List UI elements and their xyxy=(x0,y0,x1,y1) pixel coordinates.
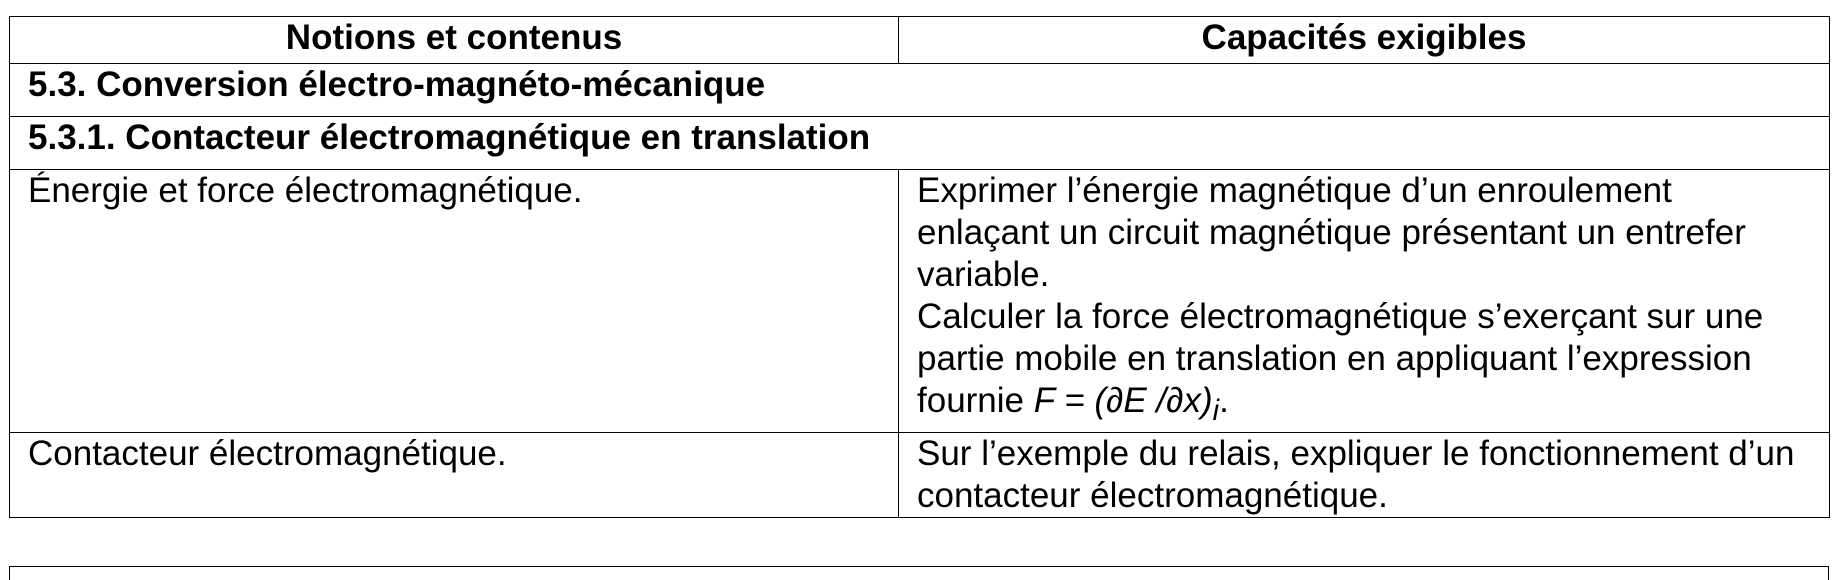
notion-cell: Contacteur électromagnétique. xyxy=(10,433,899,518)
header-capacites: Capacités exigibles xyxy=(899,17,1830,64)
capacite-text: Calculer la force électromagnétique s’exerçant sur une partie mobile en translation en appliquant l’expression fournie xyxy=(917,297,1764,420)
formula-subscript: i xyxy=(1212,395,1220,427)
section-title-5-3-1: 5.3.1. Contacteur électromagnétique en translation xyxy=(10,117,1830,170)
formula-end: . xyxy=(1219,381,1229,420)
table-row xyxy=(10,170,1830,433)
capacite-paragraph xyxy=(917,296,1811,432)
capacite-cell xyxy=(899,170,1830,433)
notion-cell: Énergie et force électromagnétique. xyxy=(10,170,899,433)
section-title-5-3: 5.3. Conversion électro-magnéto-mécanique xyxy=(10,64,1830,117)
subsection-row xyxy=(10,117,1830,170)
table-header-row xyxy=(10,17,1830,64)
capacite-paragraph: Exprimer l’énergie magnétique d’un enroulement enlaçant un circuit magnétique présentant un entrefer variable. xyxy=(917,171,1746,294)
header-notions: Notions et contenus xyxy=(10,17,899,64)
force-formula: F = (∂E /∂x) xyxy=(1033,381,1213,420)
cut-off-previous-line xyxy=(0,0,1840,4)
capacite-cell: Sur l’exemple du relais, expliquer le fonctionnement d’un contacteur électromagnétique. xyxy=(899,433,1830,518)
section-row xyxy=(10,64,1830,117)
program-table xyxy=(9,16,1830,518)
table-row xyxy=(10,433,1830,518)
